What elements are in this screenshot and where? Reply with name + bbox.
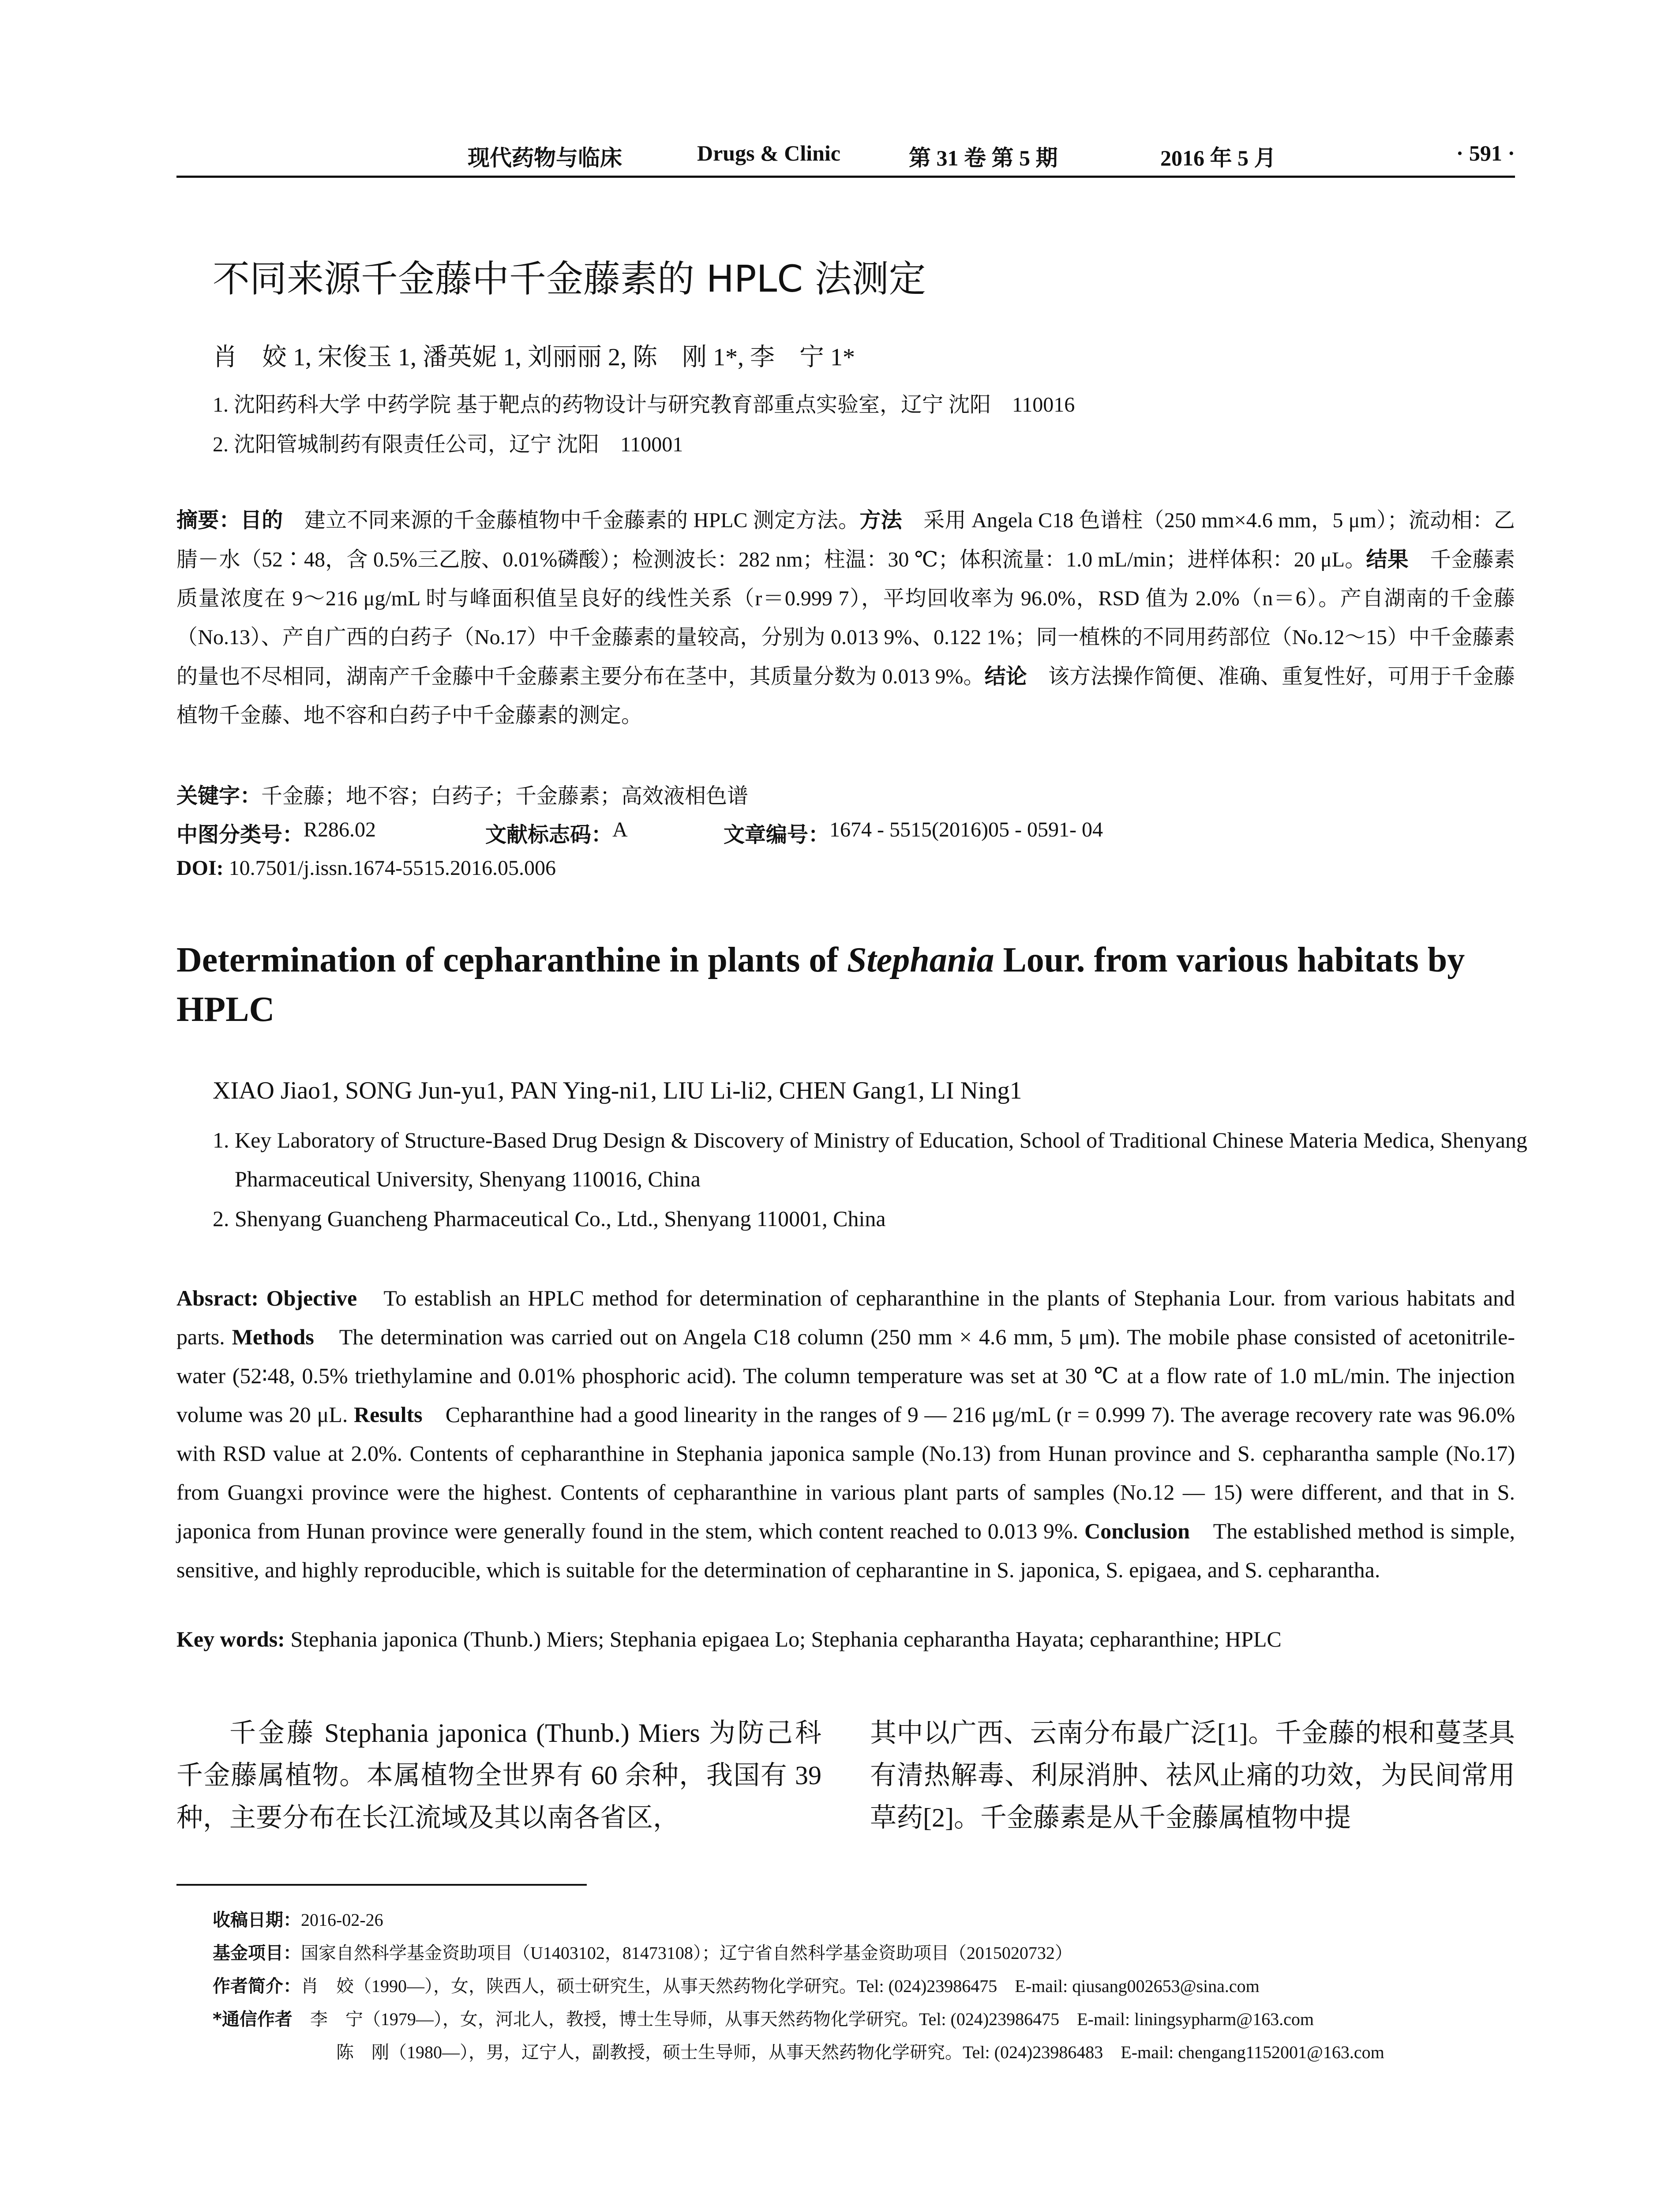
- received-label: 收稿日期：: [213, 1910, 301, 1930]
- clc-label: 中图分类号：: [176, 822, 304, 847]
- en-affiliation-2: 2. Shenyang Guancheng Pharmaceutical Co., Ltd., Shenyang 110001, China: [213, 1206, 886, 1231]
- article-number-label: 文章编号：: [724, 822, 830, 847]
- issue-date: 2016 年 5 月: [1160, 146, 1276, 170]
- header-rule: [176, 176, 1515, 178]
- en-authors: XIAO Jiao1, SONG Jun-yu1, PAN Ying-ni1, LIU Li-li2, CHEN Gang1, LI Ning1: [213, 1077, 1022, 1104]
- volume-issue: 第 31 卷 第 5 期: [909, 146, 1058, 170]
- running-header: [176, 140, 1515, 171]
- en-abstract-label: Absract: Objective: [176, 1286, 357, 1310]
- en-title-part1: Determination of cepharanthine in plants of: [176, 941, 847, 979]
- doi-link[interactable]: 10.7501/j.issn.1674-5515.2016.05.006: [229, 856, 556, 880]
- clc-value: R286.02: [304, 818, 376, 841]
- cn-abstract: [176, 501, 1515, 735]
- journal-name-cn: 现代药物与临床: [468, 146, 622, 170]
- funding-label: 基金项目：: [213, 1943, 301, 1963]
- article-number-value: 1674 - 5515(2016)05 - 0591- 04: [829, 818, 1103, 841]
- en-affiliation-1: 1. Key Laboratory of Structure-Based Drug Design & Discovery of Ministry of Education, School of Traditional Chinese Materia Medica, Shenyang Pharmaceutical University, Shenyang 110016, China: [213, 1128, 1527, 1191]
- cn-authors: 肖 姣 1, 宋俊玉 1, 潘英妮 1, 刘丽丽 2, 陈 刚 1*, 李 宁 1*: [213, 344, 855, 371]
- en-abstract: [176, 1279, 1515, 1589]
- cn-conclusion-label: 结论: [984, 664, 1027, 689]
- en-title-italic: Stephania: [847, 941, 994, 979]
- received-date: 2016-02-26: [301, 1910, 383, 1930]
- journal-name-en: Drugs & Clinic: [697, 141, 840, 165]
- cn-keywords-line: [176, 779, 748, 809]
- corresponding-label: *通信作者: [213, 2009, 292, 2030]
- cn-conclusion-text: 该方法操作简便、准确、重复性好，可用于千金藤植物千金藤、地不容和白药子中千金藤素的测定。: [176, 665, 1515, 727]
- body-column-right: 其中以广西、云南分布最广泛[1]。千金藤的根和蔓茎具有清热解毒、利尿消肿、祛风止痛的功效，为民间常用草药[2]。千金藤素是从千金藤属植物中提: [870, 1718, 1515, 1832]
- article-number: [724, 818, 1103, 848]
- en-methods-text: The determination was carried out on Angela C18 column (250 mm × 4.6 mm, 5 μm). The mobile phase consisted of acetonitrile-water (52∶48, 0.5% triethylamine and 0.01% phosphoric acid). The column temperature was set at 30 ℃ at a flow rate of 1.0 mL/min. The injection volume was 20 μL.: [176, 1324, 1515, 1427]
- cn-affiliation-2: 2. 沈阳管城制药有限责任公司，辽宁 沈阳 110001: [213, 433, 683, 456]
- en-keywords: Stephania japonica (Thunb.) Miers; Stephania epigaea Lo; Stephania cepharantha Hayata; cepharanthine; HPLC: [290, 1627, 1282, 1651]
- en-results-label: Results: [354, 1402, 423, 1427]
- cn-abstract-label: 摘要：: [176, 508, 240, 533]
- en-objective-text: To establish an HPLC method for determination of cepharanthine in the plants of Stephania Lour. from various habitats and parts.: [176, 1286, 1515, 1349]
- funding-text: 国家自然科学基金资助项目（U1403102，81473108）；辽宁省自然科学基金资助项目（2015020732）: [301, 1943, 1072, 1963]
- en-conclusion-label: Conclusion: [1084, 1519, 1190, 1543]
- author-bio-label: 作者简介：: [213, 1976, 301, 1996]
- doi-label: DOI:: [176, 856, 224, 880]
- footnote-corresponding-1: [213, 2005, 1314, 2030]
- clc-number: [176, 818, 376, 848]
- body-column-left: 千金藤 Stephania japonica (Thunb.) Miers 为防己科千金藤属植物。本属植物全世界有 60 余种，我国有 39 种，主要分布在长江流域及其以南各省区，: [176, 1718, 821, 1832]
- cn-results-label: 结果: [1366, 547, 1409, 572]
- en-conclusion-text: The established method is simple, sensitive, and highly reproducible, which is suitable for the determination of cepharantine in S. japonica, S. epigaea, and S. cepharantha.: [176, 1519, 1515, 1582]
- footnote-author-bio: [213, 1972, 1260, 1997]
- footnote-funding: [213, 1939, 1072, 1964]
- cn-keywords-label: 关键字：: [176, 784, 262, 808]
- doc-code-label: 文献标志码：: [485, 822, 613, 847]
- corresponding-author-1: 李 宁（1979—），女，河北人，教授，博士生导师，从事天然药物化学研究。Tel: (024)23986475 E-mail: liningsypharm@163.com: [310, 2009, 1314, 2029]
- cn-affiliation-1: 1. 沈阳药科大学 中药学院 基于靶点的药物设计与研究教育部重点实验室，辽宁 沈阳 110016: [213, 393, 1075, 416]
- footnote-rule: [176, 1884, 587, 1886]
- footnote-corresponding-2: [213, 2038, 1384, 2063]
- en-keywords-label: Key words:: [176, 1627, 285, 1651]
- cn-methods-text: 采用 Angela C18 色谱柱（250 mm×4.6 mm，5 μm）；流动相：乙腈－水（52∶48，含 0.5%三乙胺、0.01%磷酸）；检测波长：282 nm；柱温：30 ℃；体积流量：1.0 mL/min；进样体积：20 μL。: [176, 509, 1515, 571]
- en-title: [176, 935, 1526, 1034]
- en-keywords-line: [176, 1626, 1515, 1652]
- page-number: · 591 ·: [1456, 141, 1515, 165]
- footnote-received: [213, 1906, 383, 1931]
- cn-keywords: 千金藤；地不容；白药子；千金藤素；高效液相色谱: [261, 784, 749, 808]
- doi-line: [176, 856, 556, 880]
- en-methods-label: Methods: [232, 1324, 314, 1349]
- cn-title: 不同来源千金藤中千金藤素的 HPLC 法测定: [213, 257, 926, 300]
- doc-code-value: A: [612, 818, 628, 841]
- en-results-text: Cepharanthine had a good linearity in the ranges of 9 — 216 μg/mL (r = 0.999 7). The average recovery rate was 96.0% with RSD value at 2.0%. Contents of cepharanthine in Stephania japonica sample (No.13) from Hunan province and S. cepharantha sample (No.17) from Guangxi province were the highest. Contents of cepharanthine in various plant parts of samples (No.12 — 15) were different, and that in S. japonica from Hunan province were generally found in the stem, which content reached to 0.013 9%.: [176, 1402, 1515, 1543]
- cn-objective-label: 目的: [240, 508, 283, 533]
- corresponding-author-2: 陈 刚（1980—），男，辽宁人，副教授，硕士生导师，从事天然药物化学研究。Tel: (024)23986483 E-mail: chengang1152001@163.com: [336, 2042, 1384, 2062]
- en-title-part2: Lour. from various habitats by HPLC: [176, 941, 1465, 1029]
- cn-methods-label: 方法: [859, 508, 902, 533]
- cn-results-text: 千金藤素质量浓度在 9～216 μg/mL 时与峰面积值呈良好的线性关系（r＝0.999 7），平均回收率为 96.0%，RSD 值为 2.0%（n＝6）。产自湖南的千金藤（No.13）、产自广西的白药子（No.17）中千金藤素的量较高，分别为 0.013 9%、0.122 1%；同一植株的不同用药部位（No.12～15）中千金藤素的量也不尽相同，湖南产千金藤中千金藤素主要分布在茎中，其质量分数为 0.013 9%。: [176, 548, 1515, 688]
- cn-objective-text: 建立不同来源的千金藤植物中千金藤素的 HPLC 测定方法。: [304, 509, 860, 532]
- doc-code: [485, 818, 628, 848]
- author-bio-text: 肖 姣（1990—），女，陕西人，硕士研究生，从事天然药物化学研究。Tel: (024)23986475 E-mail: qiusang002653@sina.com: [301, 1976, 1260, 1996]
